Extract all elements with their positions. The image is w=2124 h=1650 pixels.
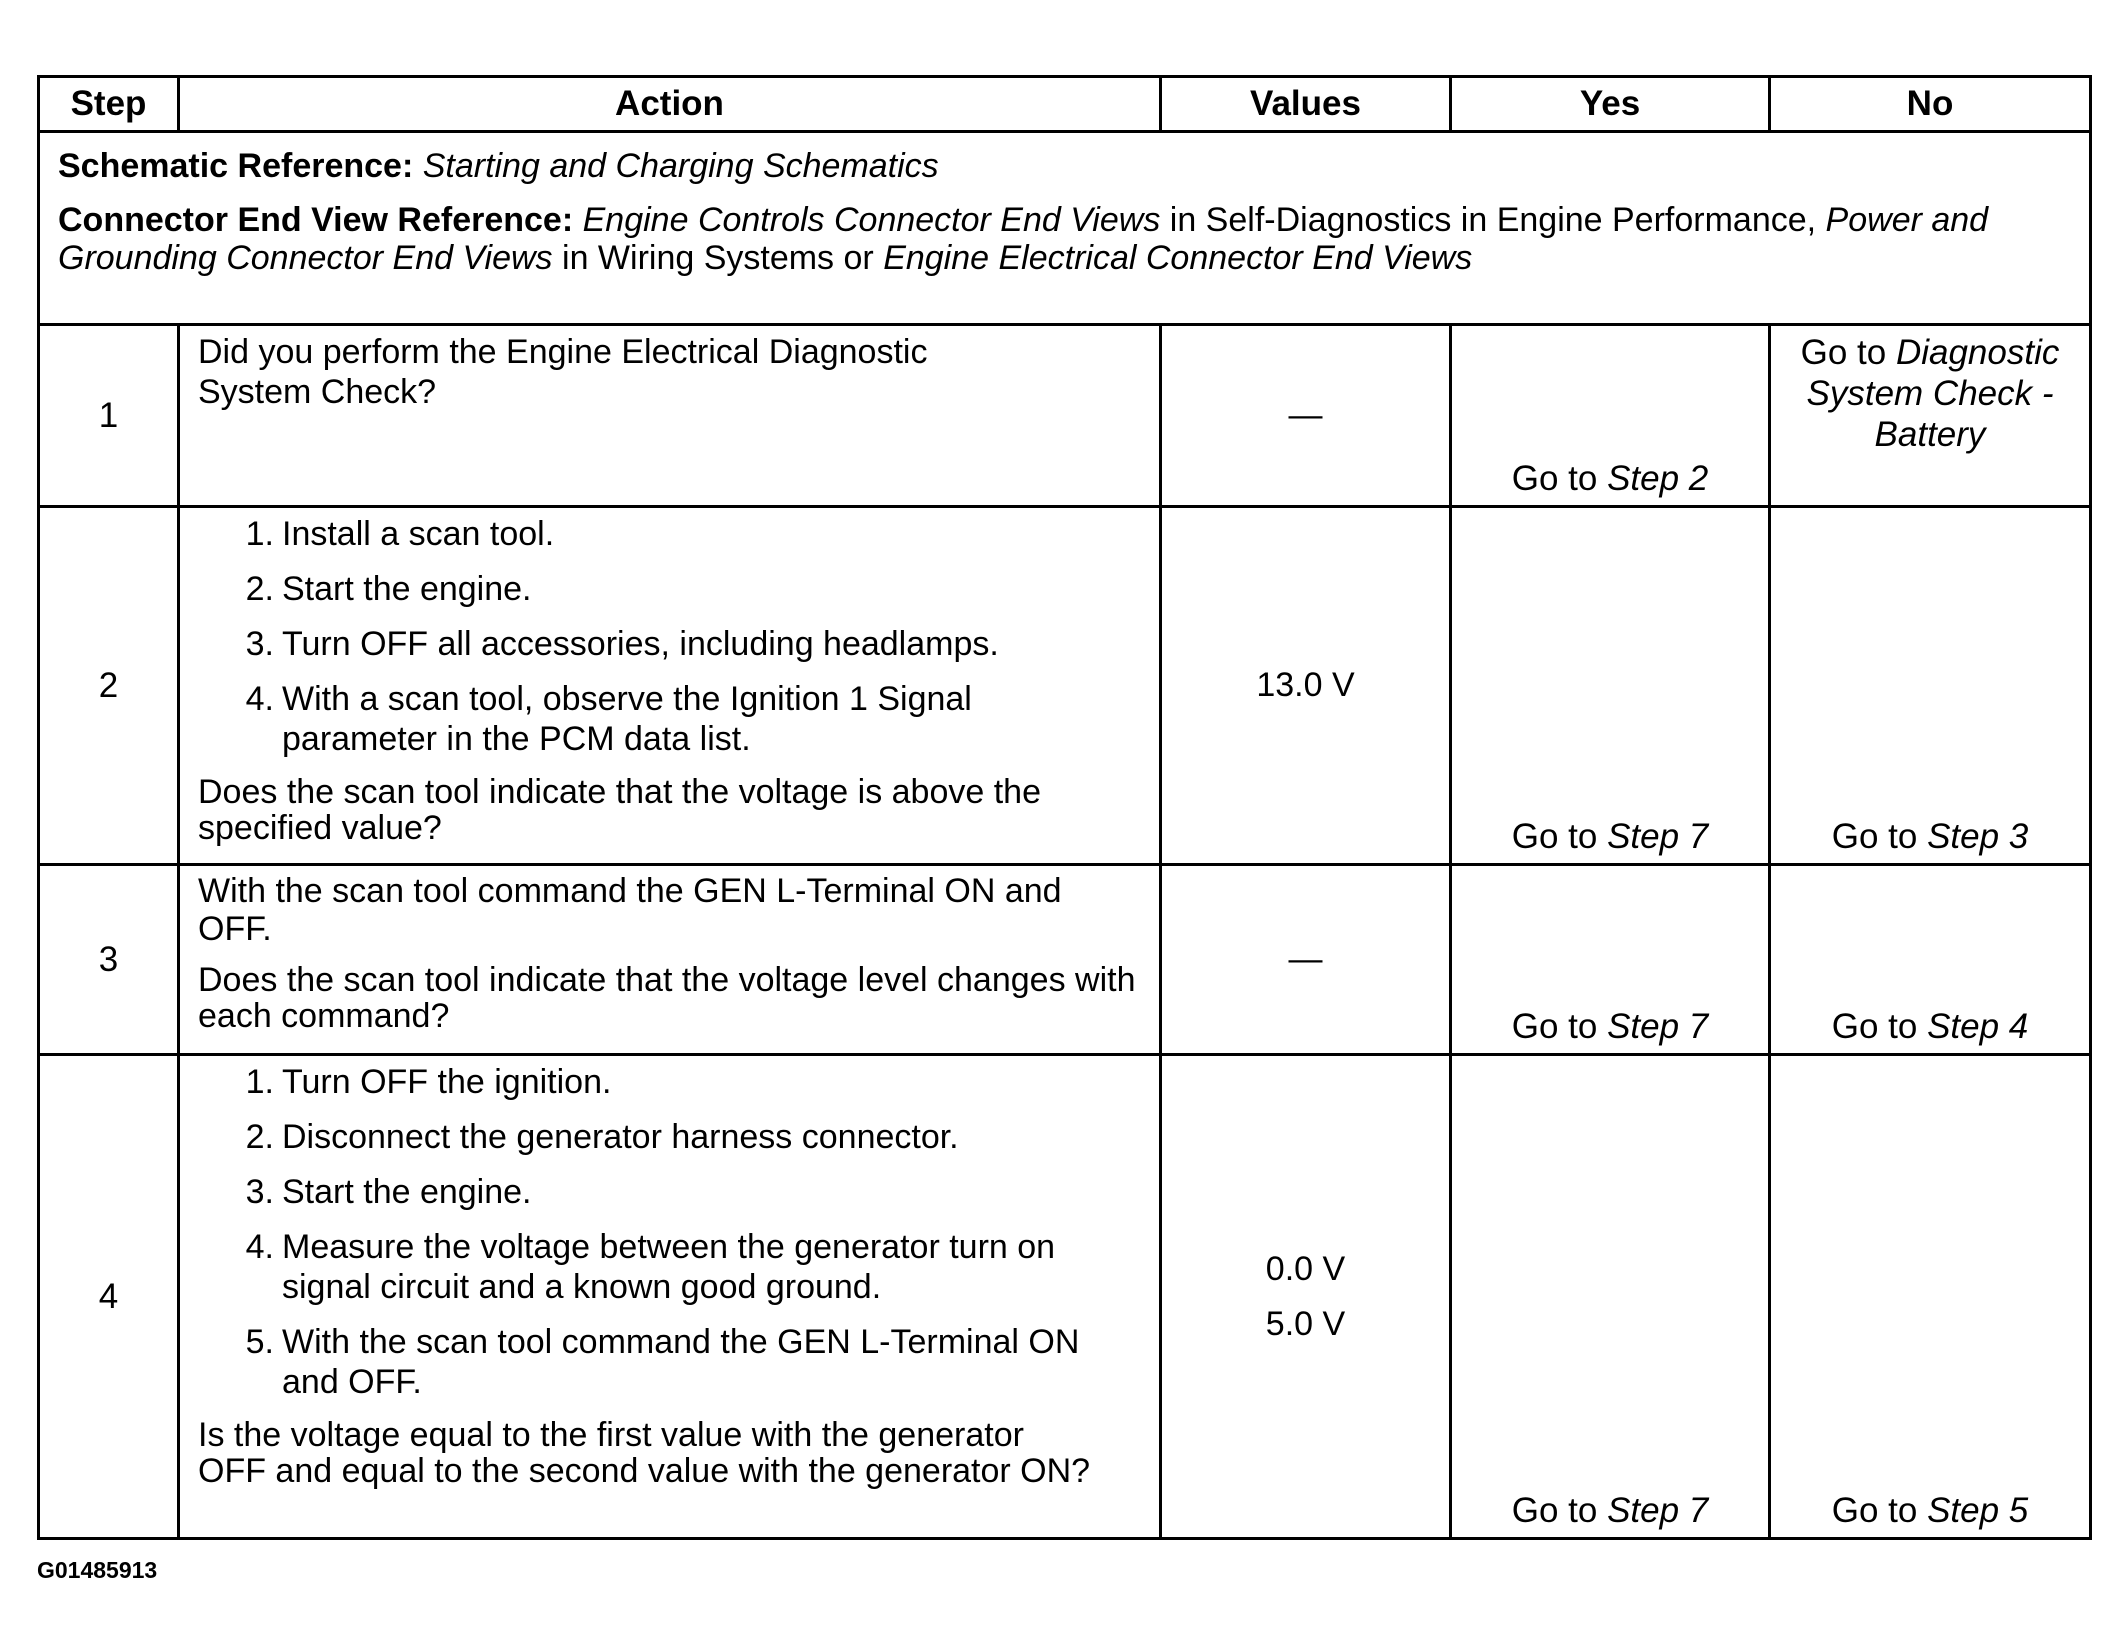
step-row-3	[39, 865, 2091, 1055]
no-target: Diagnostic System Check - Battery	[1806, 333, 2060, 454]
yes-cell	[1451, 1055, 1770, 1539]
value-cell	[1161, 507, 1451, 865]
diagnostic-table	[37, 75, 2092, 1540]
action-text: Did you perform the Engine Electrical Diagnostic System Check?	[198, 333, 928, 411]
schematic-reference-value: Starting and Charging Schematics	[422, 147, 939, 185]
no-target: Step 5	[1927, 1491, 2029, 1530]
yes-target: Step 7	[1607, 817, 1709, 856]
action-question: Does the scan tool indicate that the voltage is above the specified value?	[198, 773, 1041, 847]
value-cell	[1161, 1055, 1451, 1539]
list-item: 2. Disconnect the generator harness connector.	[245, 1118, 959, 1156]
step-number: 3	[39, 865, 179, 1055]
step-row-1	[39, 325, 2091, 507]
reference-cell	[39, 132, 2091, 325]
schematic-reference	[40, 147, 2089, 185]
list-item: 4. Measure the voltage between the generator turn on signal circuit and a known good ground.	[245, 1228, 1056, 1306]
step-number: 1	[39, 325, 179, 507]
header-no: No	[1770, 77, 2091, 132]
header-values: Values	[1161, 77, 1451, 132]
action-steps	[180, 1056, 1159, 1402]
value-second: 5.0 V	[1265, 1304, 1346, 1343]
connector-ref-text-2: in Wiring Systems or	[552, 239, 884, 277]
value-text: —	[1288, 396, 1323, 434]
figure-id: G01485913	[37, 1557, 158, 1583]
connector-ref-engine-controls: Engine Controls Connector End Views	[582, 201, 1161, 239]
value-text: —	[1288, 940, 1323, 978]
list-item: 3. Turn OFF all accessories, including headlamps.	[245, 625, 999, 663]
connector-ref-text-1: in Self-Diagnostics in Engine Performance,	[1160, 201, 1826, 239]
no-prefix: Go to	[1800, 333, 1896, 372]
value-cell	[1161, 325, 1451, 507]
action-question: Does the scan tool indicate that the voltage level changes with each command?	[198, 961, 1136, 1035]
no-cell	[1770, 325, 2091, 507]
yes-prefix: Go to	[1511, 1491, 1608, 1530]
step-number: 2	[39, 507, 179, 865]
reference-row	[39, 132, 2091, 325]
list-item: 1. Install a scan tool.	[245, 515, 555, 553]
value-first: 0.0 V	[1265, 1249, 1346, 1288]
no-target: Step 4	[1927, 1007, 2029, 1046]
action-question: Is the voltage equal to the first value with the generator OFF and equal to the second value with the generator ON?	[198, 1416, 1091, 1490]
header-action: Action	[179, 77, 1161, 132]
list-item: 1. Turn OFF the ignition.	[245, 1063, 612, 1101]
value-text: 13.0 V	[1256, 666, 1355, 704]
no-prefix: Go to	[1831, 1491, 1928, 1530]
header-yes: Yes	[1451, 77, 1770, 132]
list-item: 4. With a scan tool, observe the Ignition 1 Signal parameter in the PCM data list.	[245, 680, 972, 758]
action-cell	[179, 507, 1161, 865]
yes-prefix: Go to	[1511, 1007, 1608, 1046]
yes-prefix: Go to	[1511, 817, 1608, 856]
yes-cell	[1451, 507, 1770, 865]
action-steps	[180, 508, 1159, 759]
schematic-reference-label: Schematic Reference:	[58, 147, 414, 185]
connector-ref-engine-electrical: Engine Electrical Connector End Views	[883, 239, 1473, 277]
header-step: Step	[39, 77, 179, 132]
connector-reference	[40, 201, 2089, 277]
no-cell	[1770, 507, 2091, 865]
yes-prefix: Go to	[1511, 459, 1608, 498]
no-prefix: Go to	[1831, 817, 1928, 856]
yes-cell	[1451, 865, 1770, 1055]
action-cell	[179, 1055, 1161, 1539]
yes-target: Step 7	[1607, 1491, 1709, 1530]
no-target: Step 3	[1927, 817, 2029, 856]
yes-cell	[1451, 325, 1770, 507]
connector-reference-label: Connector End View Reference:	[58, 201, 574, 239]
yes-target: Step 7	[1607, 1007, 1709, 1046]
list-item: 2. Start the engine.	[245, 570, 532, 608]
list-item: 3. Start the engine.	[245, 1173, 532, 1211]
step-row-2	[39, 507, 2091, 865]
action-cell	[179, 865, 1161, 1055]
connector-ref-power-grounding: Power and Grounding Connector End Views	[58, 201, 1989, 277]
list-item: 5. With the scan tool command the GEN L-Terminal ON and OFF.	[245, 1323, 1080, 1401]
step-number: 4	[39, 1055, 179, 1539]
no-cell	[1770, 865, 2091, 1055]
action-cell	[179, 325, 1161, 507]
no-cell	[1770, 1055, 2091, 1539]
header-row	[39, 77, 2091, 132]
step-row-4	[39, 1055, 2091, 1539]
yes-target: Step 2	[1607, 459, 1709, 498]
value-cell	[1161, 865, 1451, 1055]
action-text: With the scan tool command the GEN L-Terminal ON and OFF.	[198, 872, 1062, 948]
no-prefix: Go to	[1831, 1007, 1928, 1046]
